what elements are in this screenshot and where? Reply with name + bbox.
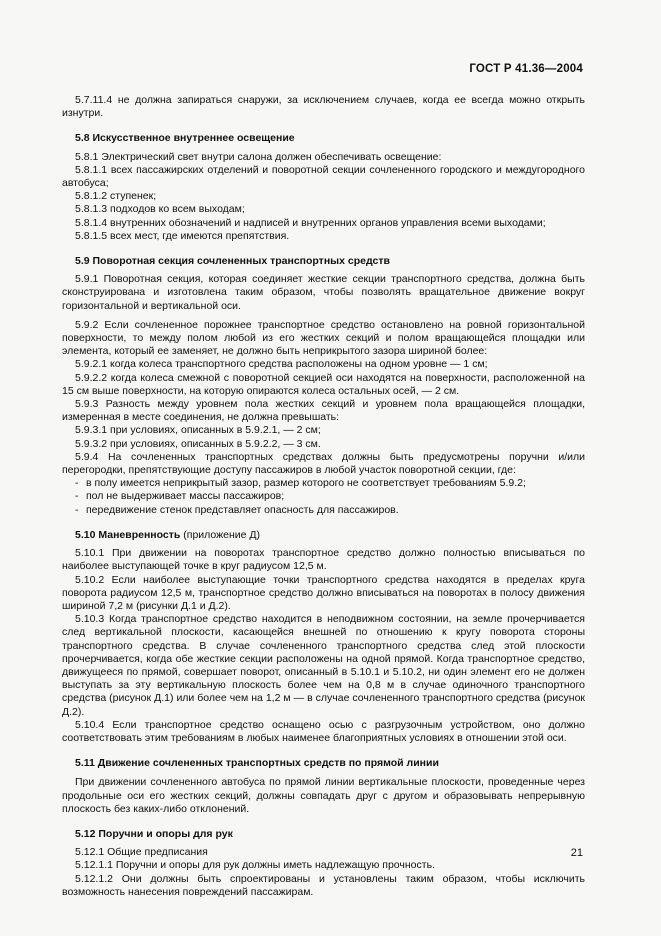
list-item: - пол не выдерживает массы пассажиров;	[75, 490, 285, 503]
document-body	[62, 94, 585, 899]
paragraph-5-9-2-1: 5.9.2.1 когда колеса транспортного средства расположены на одном уровне — 1 см;	[75, 358, 488, 371]
paragraph-5-12-1: 5.12.1 Общие предписания	[75, 846, 208, 859]
paragraph-5-10-2: 5.10.2 Если наиболее выступающие точки транспортного средства находятся в пределах круга поворота радиусом 12,5 м, транспортное средство должно вписываться на поворотах в полосу движения шириной 7,2 м (рисунки Д.1 и Д.2).	[62, 573, 585, 612]
paragraph-5-9-3-1: 5.9.3.1 при условиях, описанных в 5.9.2.1, — 2 см;	[75, 424, 321, 437]
section-heading-5-8: 5.8 Искусственное внутреннее освещение	[75, 132, 295, 145]
paragraph-5-9-3: 5.9.3 Разность между уровнем пола жестких секций и уровнем пола вращающейся площадки, измеренная в месте соединения, не должна превышать:	[62, 398, 585, 424]
paragraph-5-9-2: 5.9.2 Если сочлененное порожнее транспортное средство остановлено на ровной горизонтальной поверхности, то между полом любой из его жестких секций и полом вращающейся площадки или элемента, который ее заменяет, не должно быть неприкрытого зазора шириной более:	[62, 318, 585, 358]
paragraph-5-9-2-2: 5.9.2.2 когда колеса смежной с поворотной секцией оси находятся на поверхности, расположенной на 15 см выше поверхности, на которую опираются колеса остальных осей, — 2 см.	[62, 371, 585, 397]
section-heading-5-9: 5.9 Поворотная секция сочлененных транспортных средств	[75, 255, 390, 268]
paragraph-5-8-1-5: 5.8.1.5 всех мест, где имеются препятствия.	[75, 229, 290, 242]
list-item: - передвижение стенок представляет опасность для пассажиров.	[75, 503, 399, 516]
page-number: 21	[570, 847, 583, 859]
paragraph-5-7-11-4: 5.7.11.4 не должна запираться снаружи, за исключением случаев, когда ее всегда можно открыть изнутри.	[62, 94, 585, 120]
paragraph-5-10-3: 5.10.3 Когда транспортное средство находится в неподвижном состоянии, на земле прочерчивается след вертикальной плоскости, касающейся внешней по отношению к кругу поворота стороны транспортного средства. В случае сочлененного транспортного средства след этой плоскости прочерчивается, когда обе жесткие секции расположены на одной прямой. Когда транспортное средство, движущееся по прямой, совершает поворот, описанный в 5.10.1 и 5.10.2, ни один элемент его не должен выступать за эту вертикальную плоскость более чем на 0,8 м в случае одиночного транспортного средства (рисунок Д.1) или более чем на 1,2 м — в случае сочлененного транспортного средства (рисунок Д.2).	[62, 613, 585, 718]
paragraph-5-12-1-2: 5.12.1.2 Они должны быть спроектированы и установлены таким образом, чтобы исключить возможность нанесения повреждений пассажирам.	[62, 872, 585, 898]
paragraph-5-8-1-2: 5.8.1.2 ступенек;	[75, 190, 157, 203]
document-id: ГОСТ Р 41.36—2004	[469, 63, 583, 75]
paragraph-5-9-4: 5.9.4 На сочлененных транспортных средствах должны быть предусмотрены поручни и/или перегородки, препятствующие доступу пассажиров в любой участок поворотной секции, где:	[62, 450, 585, 477]
section-heading-5-12: 5.12 Поручни и опоры для рук	[75, 827, 233, 840]
paragraph-5-8-1-4: 5.8.1.4 внутренних обозначений и надписей и внутренних органов управления всеми выходами;	[75, 216, 546, 229]
paragraph-5-10-4: 5.10.4 Если транспортное средство оснащено осью с разгрузочным устройством, оно должно соответствовать этим требованиям в любых наименее благоприятных условиях в отношении этой оси.	[62, 718, 585, 744]
paragraph-5-9-3-2: 5.9.3.2 при условиях, описанных в 5.9.2.2, — 3 см.	[75, 437, 321, 450]
paragraph-5-8-1: 5.8.1 Электрический свет внутри салона должен обеспечивать освещение:	[75, 150, 442, 163]
list-item: - в полу имеется неприкрытый зазор, размер которого не соответствует требованиям 5.9.2;	[75, 477, 526, 490]
paragraph-5-12-1-1: 5.12.1.1 Поручни и опоры для рук должны иметь надлежащую прочность.	[75, 859, 435, 872]
section-heading-5-11: 5.11 Движение сочлененных транспортных средств по прямой линии	[75, 757, 439, 770]
annex-reference: (приложение Д)	[180, 528, 261, 541]
paragraph-5-8-1-1: 5.8.1.1 всех пассажирских отделений и поворотной секции сочлененного городского и междугородного автобуса;	[62, 163, 585, 190]
paragraph-5-9-1: 5.9.1 Поворотная секция, которая соединяет жесткие секции транспортного средства, должна быть сконструирована и изготовлена таким образом, чтобы позволять вращательное движение вокруг горизонтальной и вертикальной оси.	[62, 273, 585, 312]
paragraph-5-8-1-3: 5.8.1.3 подходов ко всем выходам;	[75, 203, 245, 216]
paragraph-5-11: При движении сочлененного автобуса по прямой линии вертикальные плоскости, проведенные через продольные оси его жестких секций, должны совпадать друг с другом и образовывать непрерывную плоскость без каких-либо отклонений.	[62, 776, 585, 815]
paragraph-5-10-1: 5.10.1 При движении на поворотах транспортное средство должно полностью вписываться по наиболее выступающей точке в круг радиусом 12,5 м.	[62, 547, 585, 573]
section-heading-5-10: 5.10 Маневренность (приложение Д)	[75, 528, 261, 541]
